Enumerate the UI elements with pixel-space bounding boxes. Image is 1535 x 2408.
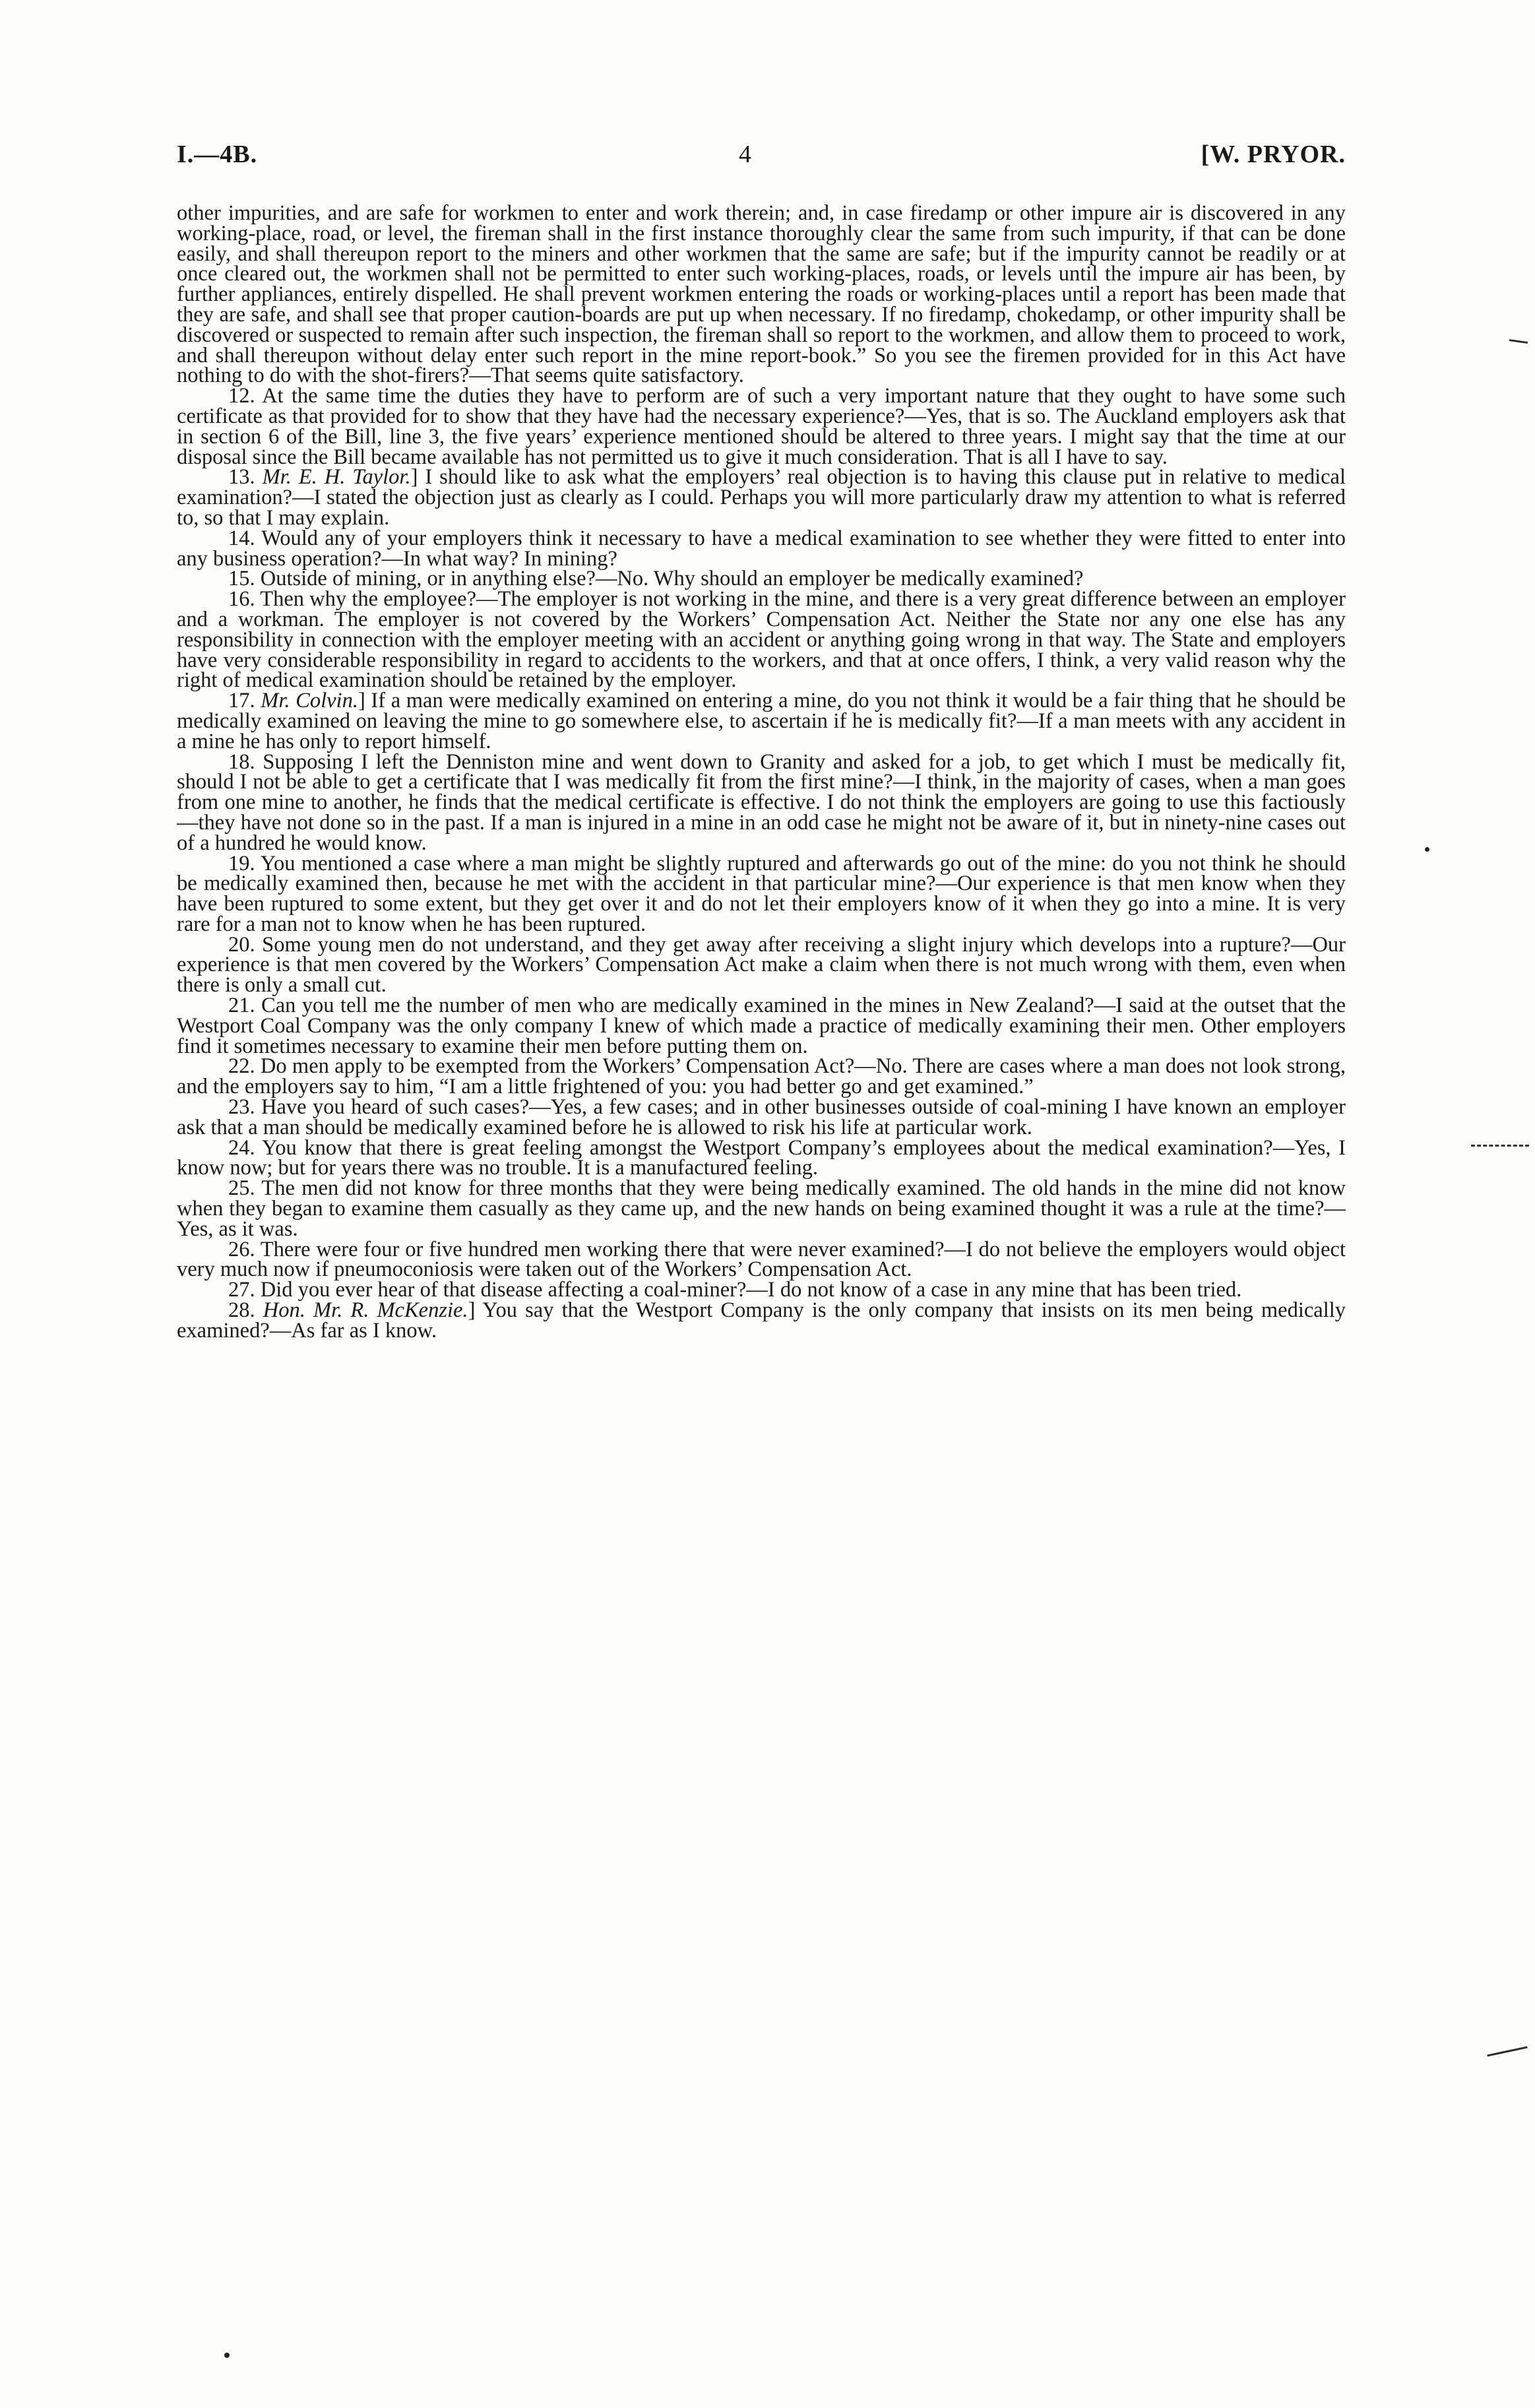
paragraph-19: 19. You mentioned a case where a man might be slightly ruptured and afterwards go out of the mine: do you not think he should be medically examined then, because he met with the accident in that particular mine?—Our experience is that men know when they have been ruptured to some extent, but they get over it and do not let their employers know of it when they go into a mine. It is very rare for a man not to know when he has been ruptured. [177,851,1346,936]
paragraph-12: 12. At the same time the duties they have to perform are of such a very important nature that they ought to have some such certificate as that provided for to show that they have had the necessary experience?—Yes, that is so. The Auckland employers ask that in section 6 of the Bill, line 3, the five years’ experience mentioned should be altered to three years. I might say that the time at our disposal since the Bill became available has not permitted us to give it much consideration. That is all I have to say. [177,384,1346,469]
margin-mark [1509,339,1528,344]
paragraph-15: 15. Outside of mining, or in anything else?—No. Why should an employer be medically examined? [228,567,1084,591]
paragraph-14: 14. Would any of your employers think it necessary to have a medical examination to see whether they were fitted to enter into any business operation?—In what way? In mining? [177,526,1346,571]
paragraph-body: ] I should like to ask what the employers’ real objection is to having this clause put in relative to medical examination?—I stated the objection just as clearly as I could. Perhaps you will more particularly draw my attention to what is referred to, so that I may explain. [177,465,1346,530]
ink-speck [224,2353,230,2358]
paragraph-23: 23. Have you heard of such cases?—Yes, a few cases; and in other businesses outside of coal-mining I have known an employer ask that a man should be medically examined before he is allowed to risk his life at particular work. [177,1095,1346,1139]
margin-mark [1487,2046,1527,2057]
witness-name: [W. PRYOR. [1201,141,1346,168]
paragraph-25: 25. The men did not know for three months that they were being medically examined. The old hands in the mine did not know when they began to examine them casually as they came up, and the new hands on being examined thought it was a rule at the time?—Yes, as it was. [177,1176,1346,1241]
paragraph-20: 20. Some young men do not understand, and they get away after receiving a slight injury which develops into a rupture?—Our experience is that men covered by the Workers’ Compensation Act make a claim when there is not much wrong with them, even when there is only a small cut. [177,932,1346,998]
paragraph-28 [177,1300,1346,1341]
paragraph-number: 17. [228,689,261,713]
paragraph-body: ] If a man were medically examined on entering a mine, do you not think it would be a fair thing that he should be medically examined on leaving the mine to go somewhere else, to ascertain if he is medically fit?—If a man meets with any accident in a mine he has only to report himself. [177,689,1346,753]
paragraph-24: 24. You know that there is great feeling amongst the Westport Company’s employees about the medical examination?—Yes, I know now; but for years there was no trouble. It is a manufactured feeling. [177,1135,1346,1180]
speaker-name: Mr. E. H. Taylor. [262,465,411,490]
page-number: 4 [739,141,751,168]
body-text [177,203,1346,1341]
paragraph-13 [177,467,1346,528]
paragraph-17 [177,691,1346,751]
page-header [177,140,1346,179]
paragraph-number: 13. [228,465,263,490]
speaker-name: Mr. Colvin. [261,689,358,713]
margin-mark [1471,1145,1529,1149]
paragraph-number: 28. [228,1298,263,1323]
parliamentary-paper-reference: I.—4B. [177,141,258,168]
paragraph-16: 16. Then why the employee?—The employer is not working in the mine, and there is a very great difference between an employer and a workman. The employer is not covered by the Workers’ Compensation Act. Neither the State nor any one else has any responsibility in connection with the employer meeting with an accident or anything going wrong in that way. The State and employers have very considerable responsibility in regard to accidents to the workers, and that at once offers, I think, a very valid reason why the right of medical examination should be retained by the employer. [177,587,1346,693]
paragraph-body: ] You say that the Westport Company is the only company that insists on its men being medically examined?—As far as I know. [177,1298,1346,1343]
paragraph-continued: other impurities, and are safe for workmen to enter and work therein; and, in case firedamp or other impure air is discovered in any working-place, road, or level, the fireman shall in the first instance thoroughly clear the same from such impurity, if that can be done easily, and shall thereupon report to the miners and other workmen that the same are safe; but if the impurity cannot be readily or at once cleared out, the workmen shall not be permitted to enter such working-places, roads, or levels until the impure air has been, by further appliances, entirely dispelled. He shall prevent workmen entering the roads or working-places until a report has been made that they are safe, and shall see that proper caution-boards are put up when necessary. If no firedamp, chokedamp, or other impurity shall be discovered or suspected to remain after such inspection, the fireman shall so report to the workmen, and allow them to proceed to work, and shall thereupon without delay enter such report in the mine report-book.” So you see the firemen provided for in this Act have nothing to do with the shot-firers?—That seems quite satisfactory. [177,201,1346,388]
ink-speck [1425,847,1429,852]
paragraph-21: 21. Can you tell me the number of men who are medically examined in the mines in New Zealand?—I said at the outset that the Westport Coal Company was the only company I knew of which made a practice of medically examining their men. Other employers find it sometimes necessary to examine their men before putting them on. [177,994,1346,1058]
paragraph-26: 26. There were four or five hundred men working there that were never examined?—I do not believe the employers would object very much now if pneumoconiosis were taken out of the Workers’ Compensation Act. [177,1237,1346,1282]
paragraph-27: 27. Did you ever hear of that disease affecting a coal-miner?—I do not know of a case in any mine that has been tried. [228,1278,1242,1302]
speaker-name: Hon. Mr. R. McKenzie. [263,1298,468,1323]
paragraph-18: 18. Supposing I left the Denniston mine and went down to Granity and asked for a job, to get which I must be medically fit, should I not be able to get a certificate that I was medically fit from the first mine?—I think, in the majority of cases, when a man goes from one mine to another, he finds that the medical certificate is effective. I do not think the employers are going to use this factiously—they have not done so in the past. If a man is injured in a mine in an odd case he might not be aware of it, but in ninety-nine cases out of a hundred he would know. [177,749,1346,855]
paragraph-22: 22. Do men apply to be exempted from the Workers’ Compensation Act?—No. There are cases where a man does not look strong, and the employers say to him, “I am a little frightened of you: you had better go and get examined.” [177,1054,1346,1099]
